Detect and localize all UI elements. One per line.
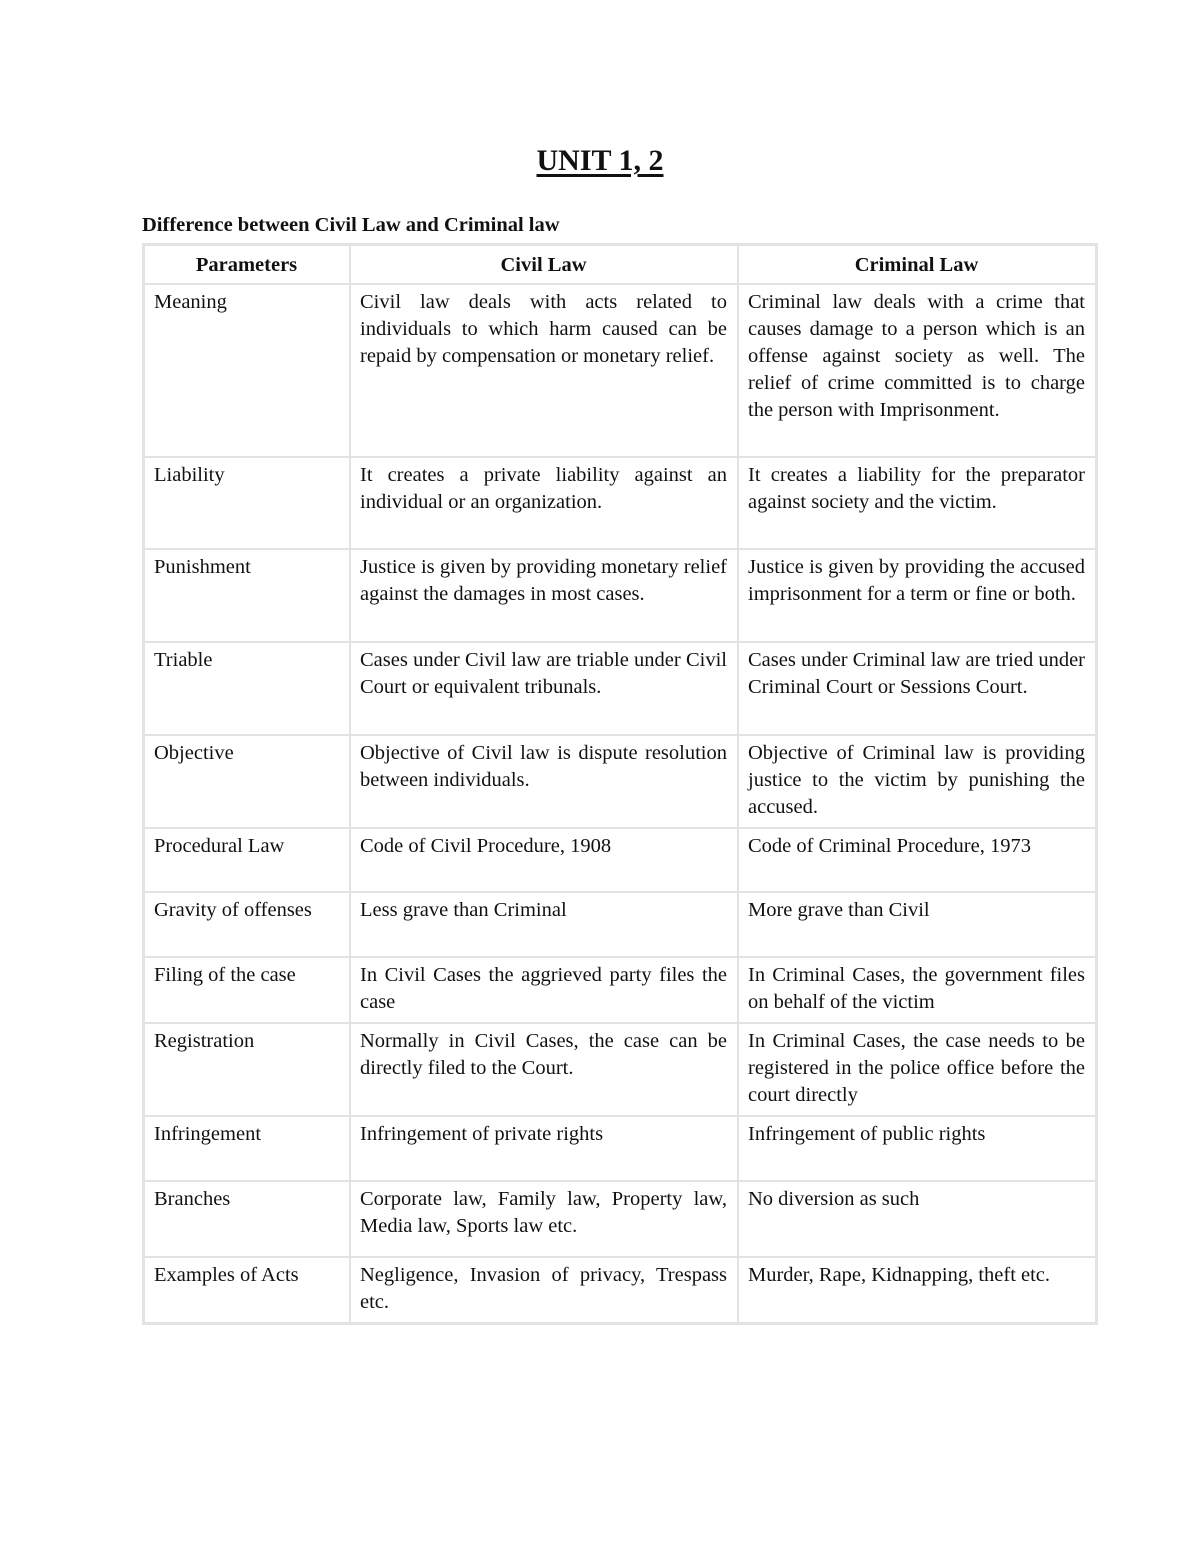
criminal-law-cell: Criminal law deals with a crime that causes damage to a person which is an offense against society as well. The relief of crime committed is to charge the person with Imprisonment. [738,284,1096,457]
criminal-law-cell: Cases under Criminal law are tried under Criminal Court or Sessions Court. [738,642,1096,735]
parameter-cell: Punishment [144,549,350,642]
section-heading: Difference between Civil Law and Criminal law [142,214,560,236]
table-row [144,1257,1096,1323]
table-header-row [144,245,1096,284]
criminal-law-cell: It creates a liability for the preparator against society and the victim. [738,457,1096,549]
parameter-cell: Triable [144,642,350,735]
civil-law-cell: In Civil Cases the aggrieved party files the case [350,957,738,1023]
civil-law-cell: Negligence, Invasion of privacy, Trespass etc. [350,1257,738,1323]
table-row [144,892,1096,957]
parameter-cell: Procedural Law [144,828,350,892]
parameter-cell: Liability [144,457,350,549]
civil-law-cell: Normally in Civil Cases, the case can be directly filed to the Court. [350,1023,738,1116]
parameter-cell: Branches [144,1181,350,1257]
criminal-law-cell: In Criminal Cases, the government files on behalf of the victim [738,957,1096,1023]
civil-law-cell: Civil law deals with acts related to individuals to which harm caused can be repaid by compensation or monetary relief. [350,284,738,457]
civil-law-cell: Cases under Civil law are triable under Civil Court or equivalent tribunals. [350,642,738,735]
criminal-law-cell: Infringement of public rights [738,1116,1096,1181]
parameter-cell: Registration [144,1023,350,1116]
table-row [144,735,1096,828]
table-row [144,828,1096,892]
table-row [144,284,1096,457]
table-row [144,549,1096,642]
parameter-cell: Gravity of offenses [144,892,350,957]
civil-law-cell: Less grave than Criminal [350,892,738,957]
civil-law-cell: Objective of Civil law is dispute resolution between individuals. [350,735,738,828]
civil-law-cell: Justice is given by providing monetary relief against the damages in most cases. [350,549,738,642]
parameter-cell: Meaning [144,284,350,457]
criminal-law-cell: Murder, Rape, Kidnapping, theft etc. [738,1257,1096,1323]
parameter-cell: Objective [144,735,350,828]
table-row [144,1116,1096,1181]
parameter-cell: Examples of Acts [144,1257,350,1323]
criminal-law-cell: No diversion as such [738,1181,1096,1257]
header-civil-law: Civil Law [350,245,738,284]
civil-law-cell: Corporate law, Family law, Property law, Media law, Sports law etc. [350,1181,738,1257]
table-row [144,957,1096,1023]
header-parameters: Parameters [144,245,350,284]
civil-law-cell: Code of Civil Procedure, 1908 [350,828,738,892]
comparison-table [142,243,1098,1325]
parameter-cell: Filing of the case [144,957,350,1023]
civil-law-cell: Infringement of private rights [350,1116,738,1181]
parameter-cell: Infringement [144,1116,350,1181]
criminal-law-cell: Justice is given by providing the accused imprisonment for a term or fine or both. [738,549,1096,642]
table-row [144,1023,1096,1116]
table-row [144,642,1096,735]
civil-law-cell: It creates a private liability against an individual or an organization. [350,457,738,549]
header-criminal-law: Criminal Law [738,245,1096,284]
criminal-law-cell: More grave than Civil [738,892,1096,957]
criminal-law-cell: Code of Criminal Procedure, 1973 [738,828,1096,892]
criminal-law-cell: Objective of Criminal law is providing justice to the victim by punishing the accused. [738,735,1096,828]
table-row [144,457,1096,549]
criminal-law-cell: In Criminal Cases, the case needs to be registered in the police office before the court directly [738,1023,1096,1116]
table-row [144,1181,1096,1257]
page-title: UNIT 1, 2 [536,144,664,177]
